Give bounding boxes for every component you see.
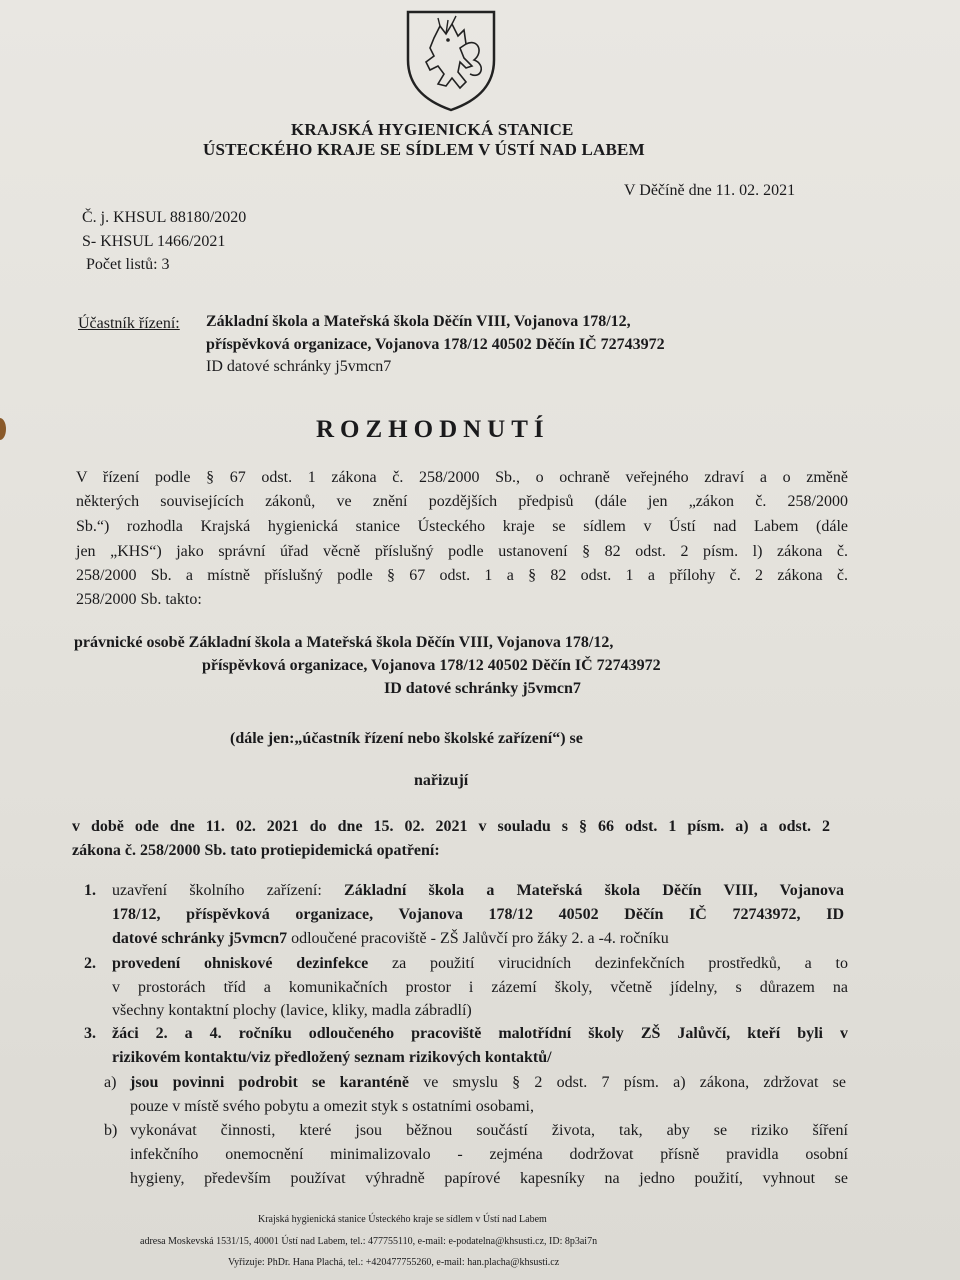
- org-name-line1: KRAJSKÁ HYGIENICKÁ STANICE: [291, 120, 574, 139]
- measure-3-line1: žáci 2. a 4. ročníku odloučeného pracoviště malotřídní školy ZŠ Jalůvčí, kteří byli v: [112, 1025, 848, 1042]
- measure-3-line2: rizikovém kontaktu/viz předložený seznam rizikových kontaktů/: [112, 1049, 552, 1066]
- subitem-b-line1: vykonávat činnosti, které jsou běžnou součástí života, tak, aby se riziko šíření: [130, 1122, 848, 1139]
- participant-label: Účastník řízení:: [78, 315, 180, 332]
- measure-number: 1.: [84, 882, 96, 899]
- entity-line1: právnické osobě Základní škola a Mateřská škola Děčín VIII, Vojanova 178/12,: [74, 634, 614, 651]
- measure-2-lead: provedení ohniskové dezinfekce: [112, 955, 369, 972]
- participant-line1: Základní škola a Mateřská škola Děčín VIII, Vojanova 178/12,: [206, 313, 631, 330]
- orders-word: nařizují: [414, 772, 469, 789]
- measure-1-school: Základní škola a Mateřská škola Děčín VIII, Vojanova: [344, 882, 844, 899]
- intro-line: jen „KHS“) jako správní úřad věcně příslušný podle ustanovení § 82 odst. 2 písm. l) zákona č.: [76, 543, 848, 560]
- measure-number: 2.: [84, 955, 96, 972]
- measure-1-databox: datové schránky j5vmcn7: [112, 930, 288, 947]
- intro-line: V řízení podle § 67 odst. 1 zákona č. 258/2000 Sb., o ochraně veřejného zdraví a o změně: [76, 469, 848, 486]
- footer-org: Krajská hygienická stanice Ústeckého kraje se sídlem v Ústí nad Labem: [258, 1214, 547, 1225]
- measure-2-line1: [112, 955, 848, 973]
- sheet-count: Počet listů: 3: [86, 256, 170, 273]
- subitem-a-line1: [130, 1074, 846, 1092]
- intro-line: 258/2000 Sb. a místně příslušný podle § 67 odst. 1 a § 82 odst. 1 a přílohy č. 2 zákona č.: [76, 567, 848, 584]
- measure-1-branch: odloučené pracoviště - ZŠ Jalůvčí pro žáky 2. a -4. ročníku: [287, 930, 669, 947]
- reference-number: Č. j. KHSUL 88180/2020: [82, 209, 247, 226]
- period-line: v době ode dne 11. 02. 2021 do dne 15. 02. 2021 v souladu s § 66 odst. 1 písm. a) a odst. 2: [72, 818, 830, 835]
- subitem-a-line2: pouze v místě svého pobytu a omezit styk s ostatními osobami,: [130, 1098, 534, 1115]
- footer-contact: Vyřizuje: PhDr. Hana Plachá, tel.: +420477755260, e-mail: han.placha@khsusti.cz: [228, 1257, 560, 1268]
- measure-2-text: za použití virucidních dezinfekčních prostředků, a to: [368, 955, 848, 972]
- entity-line3: ID datové schránky j5vmcn7: [384, 680, 581, 697]
- intro-line: Sb.“) rozhodla Krajská hygienická stanice Ústeckého kraje se sídlem v Ústí nad Labem (dále: [76, 518, 848, 535]
- decision-title: ROZHODNUTÍ: [316, 416, 550, 443]
- measure-1-line2: 178/12, příspěvková organizace, Vojanova 178/12 40502 Děčín IČ 72743972, ID: [112, 906, 844, 923]
- participant-line2: příspěvková organizace, Vojanova 178/12 40502 Děčín IČ 72743972: [206, 336, 665, 353]
- coat-of-arms-icon: [404, 8, 498, 112]
- measure-1-lead: uzavření školního zařízení:: [112, 882, 345, 899]
- subitem-b-line3: hygieny, především používat výhradně papírové kapesníky na jedno použití, vyhnout se: [130, 1170, 848, 1187]
- hereafter-clause: (dále jen:„účastník řízení nebo školské zařízení“) se: [230, 730, 583, 747]
- intro-line: některých souvisejících zákonů, ve znění pozdějších předpisů (dále jen „zákon č. 258/2000: [76, 493, 848, 510]
- subitem-label: a): [104, 1074, 117, 1091]
- org-name-line2: ÚSTECKÉHO KRAJE SE SÍDLEM V ÚSTÍ NAD LABEM: [203, 140, 645, 159]
- quarantine-obligation: jsou povinni podrobit se karanténě: [130, 1074, 409, 1091]
- file-number: S- KHSUL 1466/2021: [82, 233, 226, 250]
- subitem-label: b): [104, 1122, 118, 1139]
- measure-2-line3: všechny kontaktní plochy (lavice, kliky, madla zábradlí): [112, 1002, 472, 1019]
- place-date: V Děčíně dne 11. 02. 2021: [624, 182, 796, 199]
- period-line: zákona č. 258/2000 Sb. tato protiepidemická opatření:: [72, 842, 440, 859]
- subitem-a-text: ve smyslu § 2 odst. 7 písm. a) zákona, zdržovat se: [408, 1074, 846, 1091]
- participant-line3: ID datové schránky j5vmcn7: [206, 358, 392, 375]
- intro-line: 258/2000 Sb. takto:: [76, 591, 202, 608]
- measure-1-line1: [112, 882, 844, 900]
- subitem-b-line2: infekčního onemocnění minimalizovalo - zejména dodržovat přísně pravidla osobní: [130, 1146, 848, 1163]
- page-edge-mark: [0, 418, 6, 440]
- measure-2-line2: v prostorách tříd a komunikačních prostor i zázemí školy, včetně jídelny, s důrazem na: [112, 979, 848, 996]
- entity-line2: příspěvková organizace, Vojanova 178/12 40502 Děčín IČ 72743972: [202, 657, 661, 674]
- measure-1-line3: [112, 930, 669, 948]
- measure-number: 3.: [84, 1025, 96, 1042]
- footer-address: adresa Moskevská 1531/15, 40001 Ústí nad Labem, tel.: 477755110, e-mail: e-podatelna@khsusti.cz, ID: 8p3ai7n: [140, 1236, 598, 1247]
